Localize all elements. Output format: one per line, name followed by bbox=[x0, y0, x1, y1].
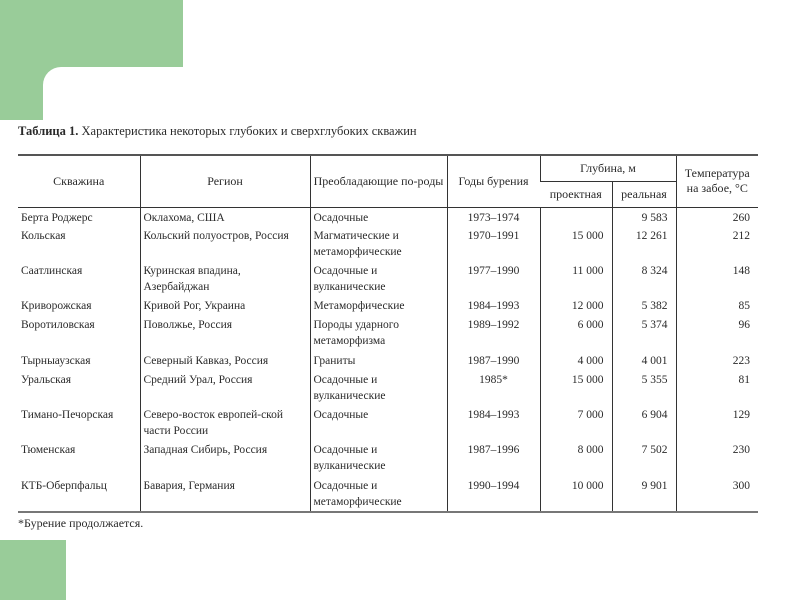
cell-years: 1984–1993 bbox=[447, 296, 540, 315]
cell-rocks: Осадочные и вулканические bbox=[310, 261, 447, 296]
table-row bbox=[18, 370, 758, 405]
table-row bbox=[18, 261, 758, 296]
table-body bbox=[18, 207, 758, 512]
table-row bbox=[18, 226, 758, 261]
decor-green-block-side bbox=[0, 66, 43, 120]
header-depth-actual: реальная bbox=[612, 181, 676, 207]
cell-depth-actual: 12 261 bbox=[612, 226, 676, 261]
cell-years: 1987–1990 bbox=[447, 351, 540, 370]
table-row bbox=[18, 440, 758, 476]
cell-rocks: Осадочные и вулканические bbox=[310, 440, 447, 476]
cell-depth-planned: 8 000 bbox=[540, 440, 612, 476]
cell-rocks: Метаморфические bbox=[310, 296, 447, 315]
cell-region: Кривой Рог, Украина bbox=[140, 296, 310, 315]
cell-temperature: 129 bbox=[676, 405, 758, 440]
cell-years: 1990–1994 bbox=[447, 476, 540, 512]
header-years: Годы бурения bbox=[447, 155, 540, 207]
cell-temperature: 85 bbox=[676, 296, 758, 315]
cell-depth-planned: 10 000 bbox=[540, 476, 612, 512]
cell-depth-actual: 5 374 bbox=[612, 315, 676, 351]
cell-depth-planned: 7 000 bbox=[540, 405, 612, 440]
table-row bbox=[18, 405, 758, 440]
cell-depth-planned: 12 000 bbox=[540, 296, 612, 315]
cell-years: 1985* bbox=[447, 370, 540, 405]
cell-depth-actual: 4 001 bbox=[612, 351, 676, 370]
cell-rocks: Граниты bbox=[310, 351, 447, 370]
decor-green-block-bottom bbox=[0, 540, 66, 600]
table-row bbox=[18, 296, 758, 315]
cell-depth-actual: 5 382 bbox=[612, 296, 676, 315]
header-depth: Глубина, м bbox=[540, 155, 676, 181]
cell-years: 1977–1990 bbox=[447, 261, 540, 296]
table-caption bbox=[18, 124, 417, 139]
cell-depth-planned bbox=[540, 207, 612, 226]
cell-region: Поволжье, Россия bbox=[140, 315, 310, 351]
cell-temperature: 300 bbox=[676, 476, 758, 512]
cell-region: Северный Кавказ, Россия bbox=[140, 351, 310, 370]
cell-well: Воротиловская bbox=[21, 319, 95, 331]
cell-years: 1973–1974 bbox=[447, 207, 540, 226]
cell-years: 1987–1996 bbox=[447, 440, 540, 476]
cell-depth-actual: 5 355 bbox=[612, 370, 676, 405]
cell-region: Кольский полуостров, Россия bbox=[140, 226, 310, 261]
cell-rocks: Осадочные и метаморфические bbox=[310, 476, 447, 512]
cell-temperature: 81 bbox=[676, 370, 758, 405]
table-row bbox=[18, 315, 758, 351]
cell-well: Саатлинская bbox=[21, 265, 83, 277]
cell-well: Тюменская bbox=[21, 444, 76, 456]
cell-region: Бавария, Германия bbox=[140, 476, 310, 512]
cell-well: Тырныаузская bbox=[21, 355, 91, 367]
table-row bbox=[18, 207, 758, 226]
cell-well: Тимано-Печорская bbox=[21, 409, 114, 421]
cell-well: Уральская bbox=[21, 374, 71, 386]
cell-depth-actual: 9 901 bbox=[612, 476, 676, 512]
cell-depth-planned: 6 000 bbox=[540, 315, 612, 351]
cell-temperature: 230 bbox=[676, 440, 758, 476]
cell-rocks: Осадочные bbox=[310, 405, 447, 440]
cell-years: 1989–1992 bbox=[447, 315, 540, 351]
cell-temperature: 260 bbox=[676, 207, 758, 226]
cell-depth-actual: 8 324 bbox=[612, 261, 676, 296]
table-row bbox=[18, 351, 758, 370]
cell-depth-actual: 7 502 bbox=[612, 440, 676, 476]
footnote: *Бурение продолжается. bbox=[18, 516, 144, 530]
cell-well: Кольская bbox=[21, 230, 66, 242]
cell-temperature: 223 bbox=[676, 351, 758, 370]
cell-region: Западная Сибирь, Россия bbox=[140, 440, 310, 476]
cell-rocks: Осадочные bbox=[310, 207, 447, 226]
cell-well: Криворожская bbox=[21, 300, 92, 312]
header-temperature: Температура на забое, °С bbox=[676, 155, 758, 207]
cell-rocks: Осадочные и вулканические bbox=[310, 370, 447, 405]
cell-region: Средний Урал, Россия bbox=[140, 370, 310, 405]
cell-well: КТБ-Оберпфальц bbox=[21, 480, 107, 492]
cell-region: Куринская впадина, Азербайджан bbox=[140, 261, 310, 296]
cell-well: Берта Роджерс bbox=[21, 211, 93, 224]
cell-rocks: Магматические и метаморфические bbox=[310, 226, 447, 261]
table-row bbox=[18, 476, 758, 512]
cell-depth-actual: 9 583 bbox=[612, 207, 676, 226]
table-caption-label: Таблица 1. bbox=[18, 124, 79, 138]
cell-depth-planned: 11 000 bbox=[540, 261, 612, 296]
cell-years: 1984–1993 bbox=[447, 405, 540, 440]
header-well: Скважина bbox=[18, 155, 140, 207]
header-depth-planned: проектная bbox=[540, 181, 612, 207]
cell-depth-planned: 4 000 bbox=[540, 351, 612, 370]
header-region: Регион bbox=[140, 155, 310, 207]
cell-depth-actual: 6 904 bbox=[612, 405, 676, 440]
cell-temperature: 212 bbox=[676, 226, 758, 261]
table-caption-text: Характеристика некоторых глубоких и сверхглубоких скважин bbox=[81, 124, 417, 138]
cell-depth-planned: 15 000 bbox=[540, 226, 612, 261]
decor-green-block-top bbox=[0, 0, 183, 67]
wells-table bbox=[18, 154, 758, 513]
cell-region: Оклахома, США bbox=[140, 207, 310, 226]
cell-region: Северо-восток европей-ской части России bbox=[140, 405, 310, 440]
cell-years: 1970–1991 bbox=[447, 226, 540, 261]
cell-rocks: Породы ударного метаморфизма bbox=[310, 315, 447, 351]
cell-temperature: 148 bbox=[676, 261, 758, 296]
cell-temperature: 96 bbox=[676, 315, 758, 351]
header-rocks: Преобладающие по-роды bbox=[310, 155, 447, 207]
cell-depth-planned: 15 000 bbox=[540, 370, 612, 405]
